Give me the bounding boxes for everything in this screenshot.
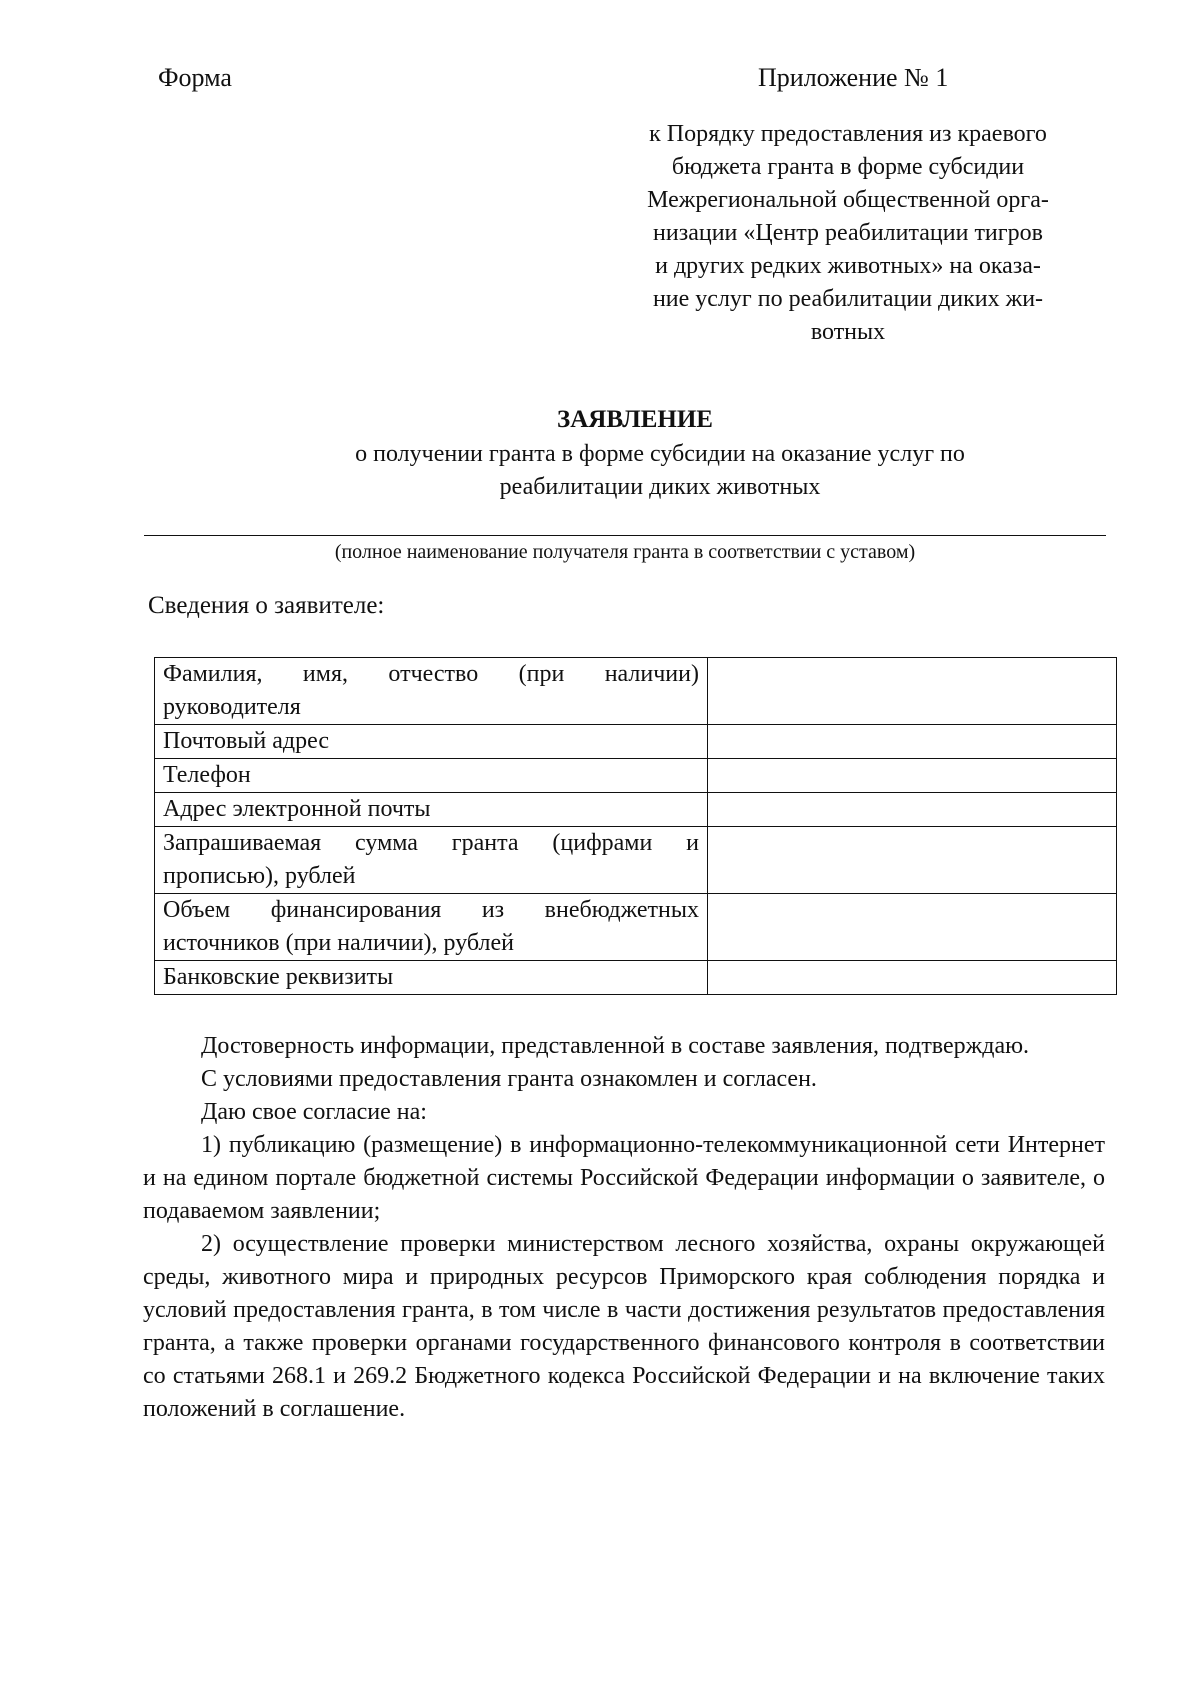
row-label-grant-amount: Запрашиваемая сумма гранта (цифрами и прописью), рублей <box>155 827 708 894</box>
document-title: ЗАЯВЛЕНИЕ <box>557 406 713 433</box>
annex-line: ние услуг по реабилитации диких жи- <box>652 286 1044 312</box>
annex-line: бюджета гранта в форме субсидии <box>671 154 1025 180</box>
annex-line: к Порядку предоставления из краевого <box>649 121 1047 147</box>
row-value-phone <box>708 759 1117 793</box>
table-row <box>155 793 1117 827</box>
row-label-extra-budget-funding: Объем финансирования из внебюджетных источников (при наличии), рублей <box>155 894 708 961</box>
paragraph-conditions: С условиями предоставления гранта ознакомлен и согласен. <box>201 1066 817 1092</box>
row-label-bank-details: Банковские реквизиты <box>155 961 708 995</box>
row-label-director: Фамилия, имя, отчество (при наличии) руководителя <box>155 658 708 725</box>
row-label-phone: Телефон <box>155 759 708 793</box>
applicant-info-table <box>154 657 1117 995</box>
row-value-extra-budget-funding <box>708 894 1117 961</box>
row-value-grant-amount <box>708 827 1117 894</box>
subtitle-line-1: о получении гранта в форме субсидии на оказание услуг по <box>355 441 965 467</box>
paragraph-reliability: Достоверность информации, представленной в составе заявления, подтверждаю. <box>201 1033 1030 1059</box>
recipient-name-caption: (полное наименование получателя гранта в соответствии с уставом) <box>334 541 916 563</box>
document-subtitle <box>290 438 1030 504</box>
table-row <box>155 658 1117 725</box>
paragraph-consent-publication: 1) публикацию (размещение) в информационно-телекоммуникационной сети Интернет и на едином портале бюджетной системы Российской Федерации информации о заявителе, о подаваемом заявлении; <box>143 1132 1105 1224</box>
annex-line: вотных <box>810 319 886 345</box>
subtitle-line-2: реабилитации диких животных <box>499 474 821 500</box>
row-value-postal-address <box>708 725 1117 759</box>
table-row <box>155 894 1117 961</box>
form-label: Форма <box>158 63 232 92</box>
paragraph-consent-intro: Даю свое согласие на: <box>201 1099 427 1125</box>
annex-line: и других редких животных» на оказа- <box>655 253 1041 279</box>
applicant-section-heading: Сведения о заявителе: <box>148 592 385 619</box>
row-value-bank-details <box>708 961 1117 995</box>
table-row <box>155 961 1117 995</box>
annex-line: Межрегиональной общественной орга- <box>647 187 1049 213</box>
annex-reference <box>598 118 1098 349</box>
table-row <box>155 759 1117 793</box>
row-label-email: Адрес электронной почты <box>155 793 708 827</box>
annex-line: низации «Центр реабилитации тигров <box>653 220 1043 246</box>
row-label-postal-address: Почтовый адрес <box>155 725 708 759</box>
table-row <box>155 827 1117 894</box>
row-value-email <box>708 793 1117 827</box>
row-value-director <box>708 658 1117 725</box>
annex-label: Приложение № 1 <box>758 63 949 92</box>
paragraph-consent-inspection: 2) осуществление проверки министерством лесного хозяйства, охраны окружающей среды, животного мира и природных ресурсов Приморского края соблюдения порядка и условий предоставления гранта, в том числе в части достижения результатов предоставления гранта, а также проверки органами государственного финансового контроля в соответствии со статьями 268.1 и 269.2 Бюджетного кодекса Российской Федерации и на включение таких положений в соглашение. <box>143 1231 1105 1422</box>
table-row <box>155 725 1117 759</box>
consent-body <box>143 1030 1105 1426</box>
recipient-name-line <box>144 535 1106 536</box>
